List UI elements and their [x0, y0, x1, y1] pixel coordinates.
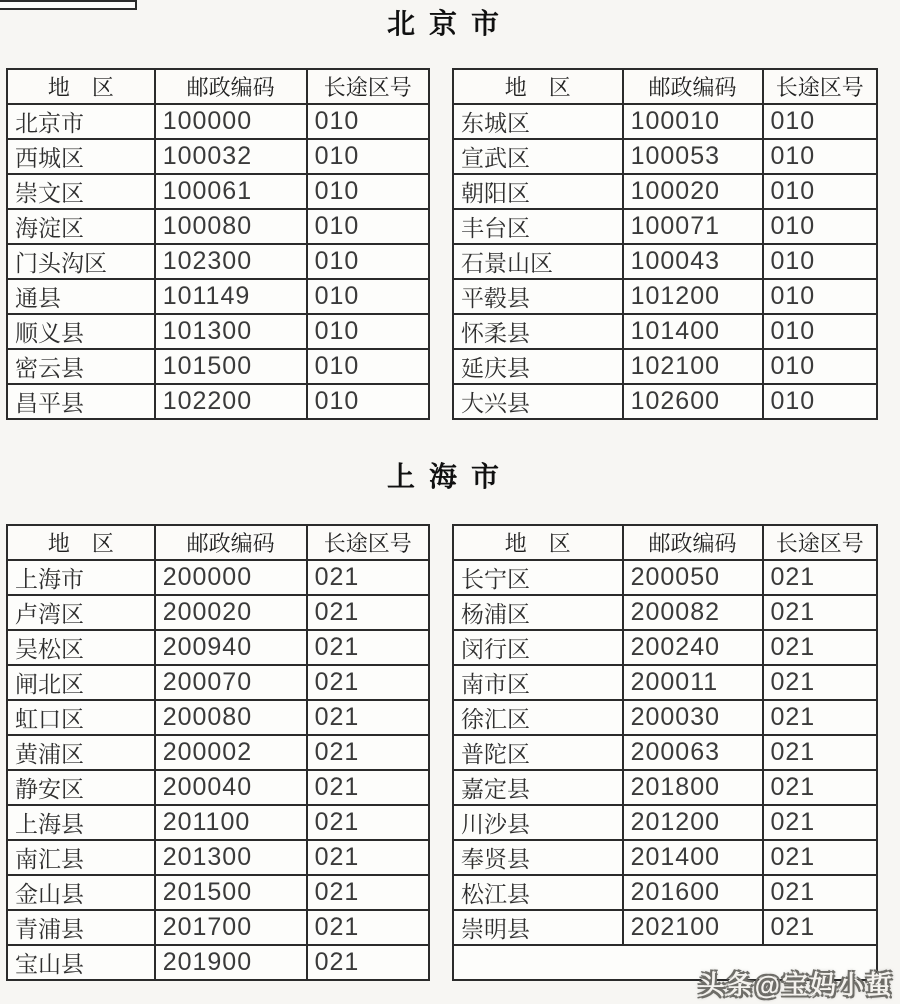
- area-cell: 西城区: [7, 139, 155, 174]
- area-code-cell: 010: [307, 244, 429, 279]
- area-code-cell: 021: [307, 560, 429, 595]
- area-code-cell: 021: [763, 560, 878, 595]
- area-code-cell: 010: [763, 314, 878, 349]
- area-code-cell: 010: [307, 279, 429, 314]
- table-row: [453, 384, 877, 419]
- table-row: [453, 244, 877, 279]
- area-cell: 奉贤县: [453, 840, 623, 875]
- postal-code-cell: 101500: [155, 349, 307, 384]
- column-header: 地 区: [453, 69, 623, 104]
- area-cell: 闵行区: [453, 630, 623, 665]
- postal-code-cell: 101300: [155, 314, 307, 349]
- table-row: [7, 104, 429, 139]
- column-header: 地 区: [7, 525, 155, 560]
- column-header: 邮政编码: [155, 525, 307, 560]
- area-code-cell: 021: [307, 945, 429, 980]
- area-cell: 东城区: [453, 104, 623, 139]
- postal-code-cell: 200020: [155, 595, 307, 630]
- beijing-right-table: [452, 68, 878, 420]
- postal-code-cell: 102300: [155, 244, 307, 279]
- postal-code-cell: 102600: [623, 384, 763, 419]
- table-row: [7, 384, 429, 419]
- area-code-cell: 021: [307, 700, 429, 735]
- postal-code-cell: 201100: [155, 805, 307, 840]
- postal-code-cell: 201300: [155, 840, 307, 875]
- table-row: [453, 595, 877, 630]
- column-header: 长途区号: [307, 525, 429, 560]
- postal-code-cell: 201900: [155, 945, 307, 980]
- postal-code-cell: 200050: [623, 560, 763, 595]
- area-code-cell: 010: [307, 139, 429, 174]
- postal-code-cell: 200080: [155, 700, 307, 735]
- area-cell: 崇文区: [7, 174, 155, 209]
- area-cell: 石景山区: [453, 244, 623, 279]
- postal-code-cell: 200011: [623, 665, 763, 700]
- area-cell: 虹口区: [7, 700, 155, 735]
- header-row: [7, 525, 429, 560]
- area-code-cell: 021: [307, 875, 429, 910]
- table-row: [453, 314, 877, 349]
- postal-code-cell: 101200: [623, 279, 763, 314]
- table-row: [453, 840, 877, 875]
- area-cell: 宣武区: [453, 139, 623, 174]
- area-cell: 顺义县: [7, 314, 155, 349]
- table-row: [7, 700, 429, 735]
- postal-code-cell: 201400: [623, 840, 763, 875]
- postal-code-cell: 101149: [155, 279, 307, 314]
- area-cell: 徐汇区: [453, 700, 623, 735]
- table-row: [453, 805, 877, 840]
- area-cell: 长宁区: [453, 560, 623, 595]
- area-cell: 昌平县: [7, 384, 155, 419]
- area-cell: 杨浦区: [453, 595, 623, 630]
- area-code-cell: 021: [763, 840, 878, 875]
- area-cell: 普陀区: [453, 735, 623, 770]
- table-row: [7, 209, 429, 244]
- postal-code-cell: 200002: [155, 735, 307, 770]
- table-row: [453, 560, 877, 595]
- area-code-cell: 010: [763, 349, 878, 384]
- table-row: [453, 910, 877, 945]
- postal-code-cell: 101400: [623, 314, 763, 349]
- section-title-shanghai: 上海市: [386, 461, 513, 492]
- area-cell: 丰台区: [453, 209, 623, 244]
- table-row: [7, 910, 429, 945]
- area-cell: 北京市: [7, 104, 155, 139]
- area-cell: 通县: [7, 279, 155, 314]
- column-header: 邮政编码: [623, 69, 763, 104]
- postal-code-cell: 201500: [155, 875, 307, 910]
- area-code-cell: 021: [763, 875, 878, 910]
- area-cell: 闸北区: [7, 665, 155, 700]
- area-code-cell: 010: [763, 209, 878, 244]
- column-header: 地 区: [453, 525, 623, 560]
- postal-code-cell: 100071: [623, 209, 763, 244]
- table-row: [7, 174, 429, 209]
- area-cell: 宝山县: [7, 945, 155, 980]
- table-row: [453, 700, 877, 735]
- area-code-cell: 021: [763, 910, 878, 945]
- area-cell: 南汇县: [7, 840, 155, 875]
- postal-code-cell: 200070: [155, 665, 307, 700]
- area-cell: 密云县: [7, 349, 155, 384]
- table-row: [7, 630, 429, 665]
- beijing-left-table: [6, 68, 430, 420]
- shanghai-right-table: [452, 524, 878, 981]
- area-code-cell: 021: [763, 665, 878, 700]
- table-row: [7, 735, 429, 770]
- area-cell: 上海县: [7, 805, 155, 840]
- area-code-cell: 021: [307, 630, 429, 665]
- postal-code-cell: 100080: [155, 209, 307, 244]
- area-cell: 卢湾区: [7, 595, 155, 630]
- area-code-cell: 010: [307, 104, 429, 139]
- postal-code-cell: 100000: [155, 104, 307, 139]
- area-cell: 朝阳区: [453, 174, 623, 209]
- area-code-cell: 010: [307, 174, 429, 209]
- column-header: 邮政编码: [155, 69, 307, 104]
- area-cell: 黄浦区: [7, 735, 155, 770]
- area-code-cell: 010: [763, 384, 878, 419]
- table-row: [7, 314, 429, 349]
- area-cell: 门头沟区: [7, 244, 155, 279]
- table-row: [453, 875, 877, 910]
- area-cell: 上海市: [7, 560, 155, 595]
- area-cell: 金山县: [7, 875, 155, 910]
- area-code-cell: 021: [763, 630, 878, 665]
- section-title-beijing: 北京市: [386, 8, 513, 39]
- column-header: 长途区号: [763, 525, 878, 560]
- area-code-cell: 010: [763, 139, 878, 174]
- postal-code-cell: 200082: [623, 595, 763, 630]
- postal-code-cell: 100043: [623, 244, 763, 279]
- postal-code-cell: 200000: [155, 560, 307, 595]
- postal-code-cell: 102100: [623, 349, 763, 384]
- column-header: 邮政编码: [623, 525, 763, 560]
- area-code-cell: 010: [763, 174, 878, 209]
- table-row: [7, 139, 429, 174]
- postal-code-cell: 100053: [623, 139, 763, 174]
- postal-code-cell: 100010: [623, 104, 763, 139]
- area-code-cell: 010: [307, 384, 429, 419]
- shanghai-left-table: [6, 524, 430, 981]
- postal-code-cell: 200040: [155, 770, 307, 805]
- area-code-cell: 021: [307, 770, 429, 805]
- area-code-cell: 021: [307, 805, 429, 840]
- postal-code-cell: 200030: [623, 700, 763, 735]
- area-cell: 大兴县: [453, 384, 623, 419]
- table-row: [453, 139, 877, 174]
- table-row: [453, 279, 877, 314]
- area-cell: 延庆县: [453, 349, 623, 384]
- table-row: [7, 665, 429, 700]
- table-row: [7, 875, 429, 910]
- postal-code-cell: 201800: [623, 770, 763, 805]
- table-row: [7, 595, 429, 630]
- area-cell: 嘉定县: [453, 770, 623, 805]
- postal-code-cell: 100061: [155, 174, 307, 209]
- header-row: [453, 525, 877, 560]
- area-cell: 川沙县: [453, 805, 623, 840]
- area-code-cell: 021: [307, 665, 429, 700]
- area-cell: 青浦县: [7, 910, 155, 945]
- column-header: 地 区: [7, 69, 155, 104]
- table-row: [453, 770, 877, 805]
- table-row: [453, 104, 877, 139]
- postal-code-cell: 201200: [623, 805, 763, 840]
- area-code-cell: 021: [307, 735, 429, 770]
- postal-code-cell: 201600: [623, 875, 763, 910]
- table-row: [453, 349, 877, 384]
- area-code-cell: 010: [307, 209, 429, 244]
- table-row: [453, 174, 877, 209]
- area-code-cell: 010: [763, 244, 878, 279]
- area-cell: 松江县: [453, 875, 623, 910]
- postal-code-cell: 200063: [623, 735, 763, 770]
- table-row: [7, 560, 429, 595]
- area-code-cell: 021: [763, 770, 878, 805]
- table-row: [7, 840, 429, 875]
- area-cell: 海淀区: [7, 209, 155, 244]
- table-row: [453, 630, 877, 665]
- table-row: [453, 209, 877, 244]
- area-code-cell: 010: [307, 314, 429, 349]
- area-code-cell: 021: [307, 910, 429, 945]
- area-code-cell: 021: [763, 700, 878, 735]
- postal-code-cell: 100020: [623, 174, 763, 209]
- area-code-cell: 021: [763, 595, 878, 630]
- table-row: [7, 945, 429, 980]
- table-row: [7, 279, 429, 314]
- header-row: [7, 69, 429, 104]
- watermark: 头条@宝妈小蜇: [698, 970, 894, 1000]
- table-row: [7, 770, 429, 805]
- area-cell: 南市区: [453, 665, 623, 700]
- postal-code-cell: 100032: [155, 139, 307, 174]
- area-code-cell: 021: [763, 735, 878, 770]
- area-code-cell: 021: [307, 840, 429, 875]
- column-header: 长途区号: [763, 69, 878, 104]
- area-cell: 静安区: [7, 770, 155, 805]
- table-row: [7, 805, 429, 840]
- column-header: 长途区号: [307, 69, 429, 104]
- area-code-cell: 010: [763, 104, 878, 139]
- area-code-cell: 021: [763, 805, 878, 840]
- area-cell: 崇明县: [453, 910, 623, 945]
- area-code-cell: 010: [307, 349, 429, 384]
- table-row: [7, 349, 429, 384]
- table-row: [453, 735, 877, 770]
- area-cell: 吴松区: [7, 630, 155, 665]
- table-row: [7, 244, 429, 279]
- postal-code-cell: 202100: [623, 910, 763, 945]
- area-code-cell: 010: [763, 279, 878, 314]
- table-row: [453, 665, 877, 700]
- area-cell: 怀柔县: [453, 314, 623, 349]
- area-cell: 平毂县: [453, 279, 623, 314]
- postal-code-cell: 102200: [155, 384, 307, 419]
- area-code-cell: 021: [307, 595, 429, 630]
- postal-code-cell: 200240: [623, 630, 763, 665]
- postal-code-cell: 200940: [155, 630, 307, 665]
- header-row: [453, 69, 877, 104]
- postal-code-cell: 201700: [155, 910, 307, 945]
